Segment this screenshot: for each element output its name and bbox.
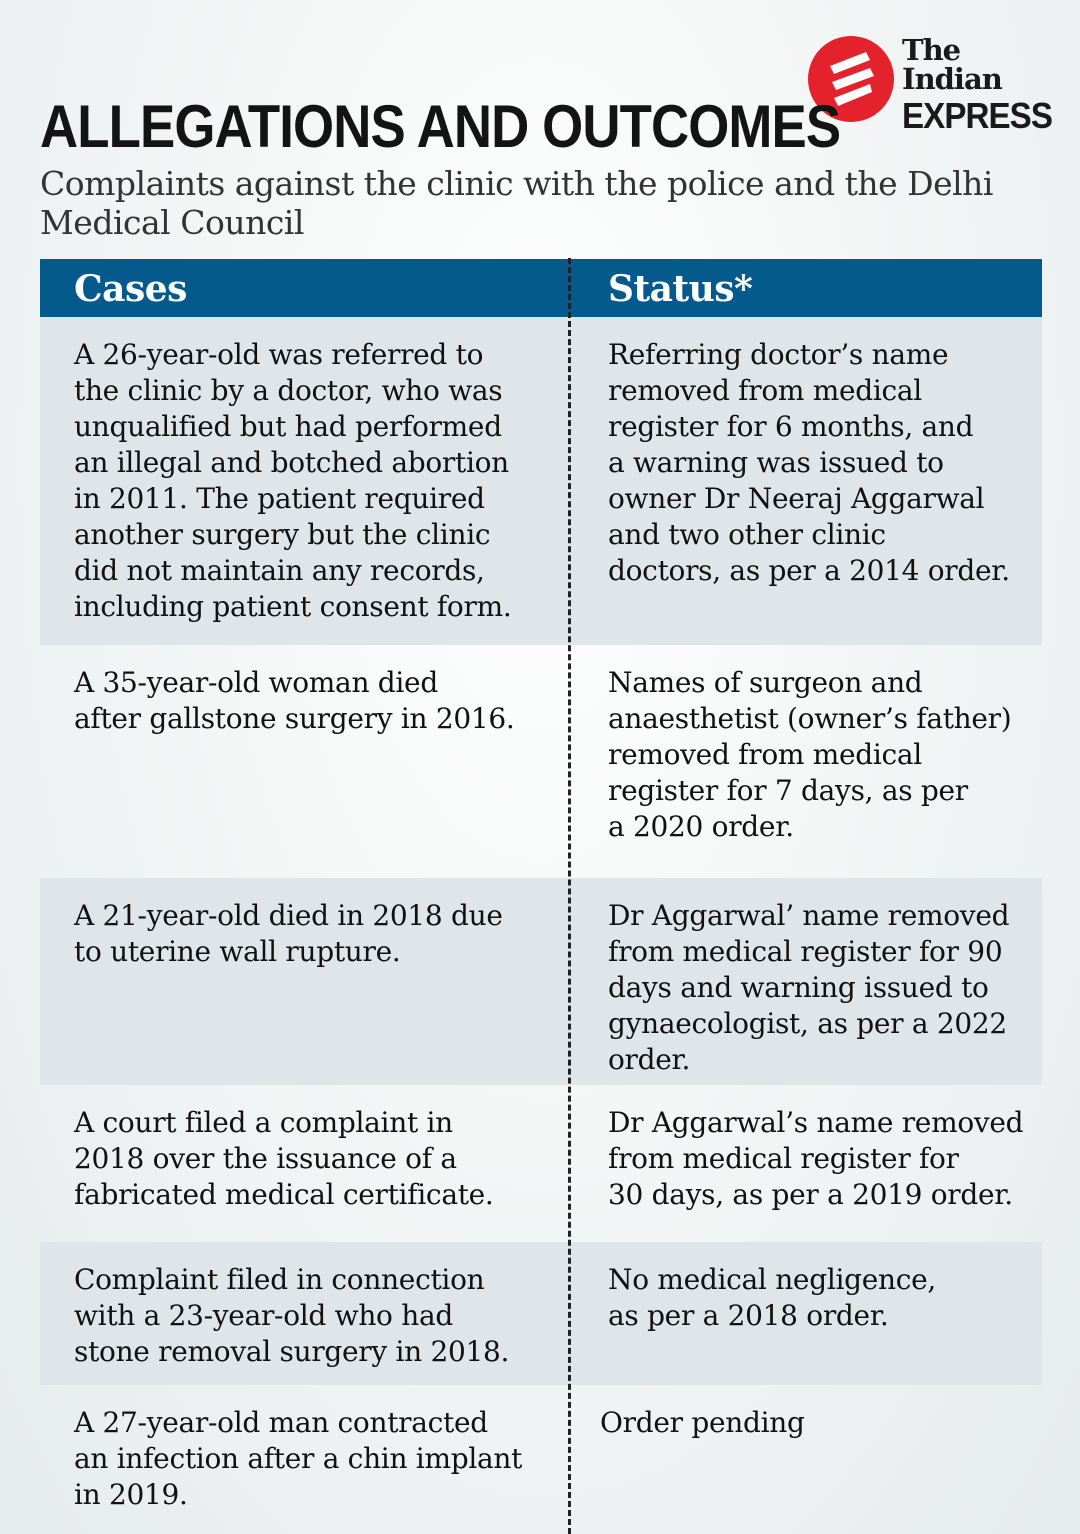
table-header <box>40 259 1042 317</box>
page-title: ALLEGATIONS AND OUTCOMES <box>40 93 841 160</box>
column-divider <box>568 258 571 1534</box>
table-row <box>40 878 1042 1085</box>
status-cell: No medical negligence, as per a 2018 order. <box>608 1263 937 1332</box>
header-cases: Cases <box>74 268 187 310</box>
table-row <box>40 317 1042 645</box>
page-subtitle: Complaints against the clinic with the police and the Delhi Medical Council <box>40 164 993 242</box>
indian-express-logo <box>808 30 1058 136</box>
brand-line-2: EXPRESS <box>902 95 1053 136</box>
status-cell: Dr Aggarwal’s name removed from medical register for 30 days, as per a 2019 order. <box>608 1106 1024 1211</box>
case-cell: A 27-year-old man contracted an infection after a chin implant in 2019. <box>74 1406 523 1511</box>
table-row <box>40 645 1042 878</box>
header-status: Status* <box>608 268 753 310</box>
table-row <box>40 1085 1042 1242</box>
status-cell: Dr Aggarwal’ name removed from medical register for 90 days and warning issued to gynaecologist, as per a 2022 order. <box>608 899 1010 1076</box>
case-cell: A 21-year-old died in 2018 due to uterine wall rupture. <box>74 899 503 968</box>
case-cell: Complaint filed in connection with a 23-year-old who had stone removal surgery in 2018. <box>74 1263 510 1368</box>
table-row <box>40 1242 1042 1385</box>
status-cell: Names of surgeon and anaesthetist (owner’s father) removed from medical register for 7 days, as per a 2020 order. <box>608 666 1012 843</box>
brand-line-1: The Indian <box>902 33 1002 96</box>
status-cell: Order pending <box>600 1406 805 1439</box>
table-row <box>40 1385 1042 1534</box>
case-cell: A court filed a complaint in 2018 over the issuance of a fabricated medical certificate. <box>74 1106 494 1211</box>
status-cell: Referring doctor’s name removed from medical register for 6 months, and a warning was issued to owner Dr Neeraj Aggarwal and two other clinic doctors, as per a 2014 order. <box>608 338 1010 587</box>
allegations-table <box>40 259 1042 1534</box>
case-cell: A 26-year-old was referred to the clinic by a doctor, who was unqualified but had performed an illegal and botched abortion in 2011. The patient required another surgery but the clinic did not maintain any records, including patient consent form. <box>74 338 512 623</box>
case-cell: A 35-year-old woman died after gallstone surgery in 2016. <box>74 666 515 735</box>
